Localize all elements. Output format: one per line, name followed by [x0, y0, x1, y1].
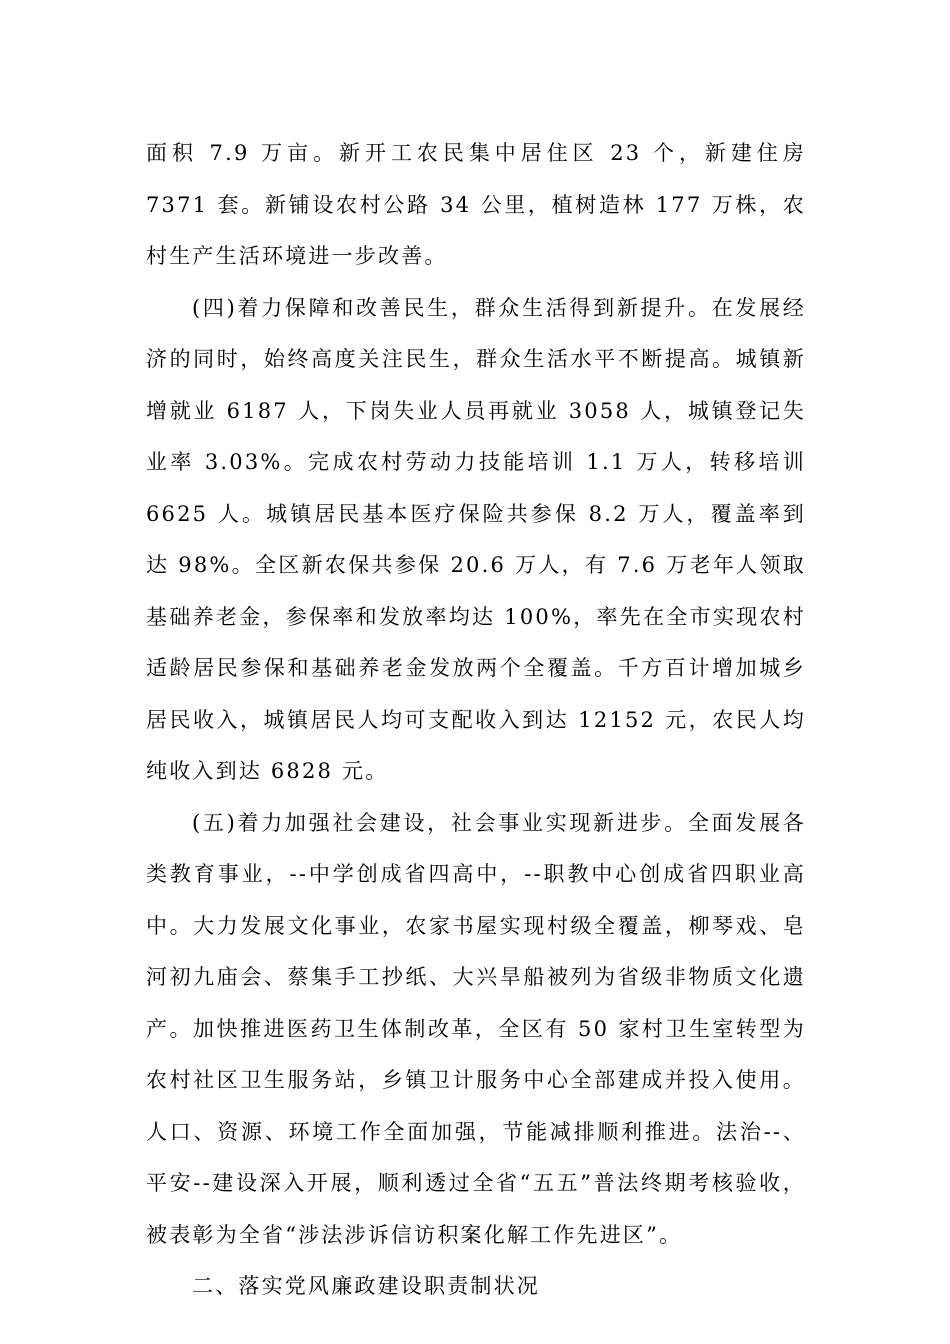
document-body — [146, 128, 806, 1313]
paragraph-social-development: (五)着力加强社会建设，社会事业实现新进步。全面发展各类教育事业，--中学创成省四高中，--职教中心创成省四职业高中。大力发展文化事业，农家书屋实现村级全覆盖，柳琴戏、皂河初九庙会、蔡集手工抄纸、大兴旱船被列为省级非物质文化遗产。加快推进医药卫生体制改革，全区有 50 家村卫生室转型为农村社区卫生服务站，乡镇卫计服务中心全部建成并投入使用。人口、资源、环境工作全面加强，节能减排顺利推进。法治--、平安--建设深入开展，顺利透过全省“五五”普法终期考核验收，被表彰为全省“涉法涉诉信访积案化解工作先进区”。 — [146, 810, 806, 1247]
paragraph-livelihood: (四)着力保障和改善民生，群众生活得到新提升。在发展经济的同时，始终高度关注民生，群众生活水平不断提高。城镇新增就业 6187 人，下岗失业人员再就业 3058 人，城镇登记失业率 3.03%。完成农村劳动力技能培训 1.1 万人，转移培训 6625 人。城镇居民基本医疗保险共参保 8.2 万人，覆盖率到达 98%。全区新农保共参保 20.6 万人，有 7.6 万老年人领取基础养老金，参保率和发放率均达 100%，率先在全市实现农村适龄居民参保和基础养老金发放两个全覆盖。千方百计增加城乡居民收入，城镇居民人均可支配收入到达 12152 元，农民人均纯收入到达 6828 元。 — [146, 295, 806, 783]
paragraph-land-housing: 面积 7.9 万亩。新开工农民集中居住区 23 个，新建住房 7371 套。新铺设农村公路 34 公里，植树造林 177 万株，农村生产生活环境进一步改善。 — [146, 141, 806, 268]
section-heading: 二、落实党风廉政建设职责制状况 — [192, 1274, 540, 1298]
